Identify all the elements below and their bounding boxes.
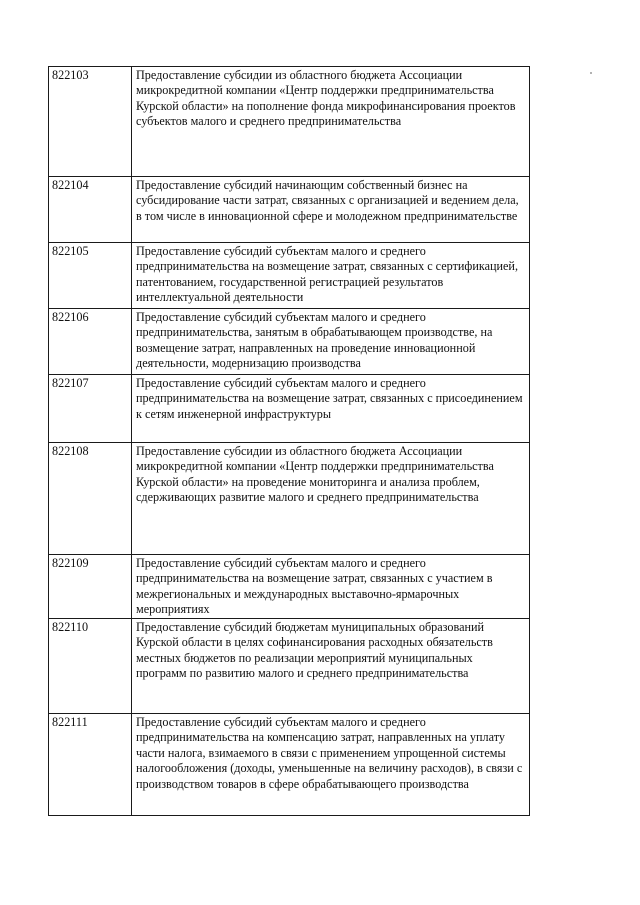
table-row — [49, 375, 530, 443]
table-row — [49, 443, 530, 555]
table-row — [49, 67, 530, 177]
row-code: 822109 — [49, 555, 132, 619]
row-description: Предоставление субсидии из областного бюджета Ассоциации микрокредитной компании «Центр поддержки предпринимательства Курской области» на пополнение фонда микрофинансирования проектов субъектов малого и среднего предпринимательства — [132, 67, 530, 177]
table-row — [49, 309, 530, 375]
budget-codes-table — [48, 66, 530, 816]
row-description: Предоставление субсидий начинающим собственный бизнес на субсидирование части затрат, связанных с организацией и ведением дела, в том числе в инновационной сфере и молодежном предпринимательстве — [132, 177, 530, 243]
row-description: Предоставление субсидий субъектам малого и среднего предпринимательства на возмещение затрат, связанных с участием в межрегиональных и международных выставочно-ярмарочных мероприятиях — [132, 555, 530, 619]
row-code: 822108 — [49, 443, 132, 555]
table-row — [49, 243, 530, 309]
row-description: Предоставление субсидии из областного бюджета Ассоциации микрокредитной компании «Центр поддержки предпринимательства Курской области» на проведение мониторинга и анализа проблем, сдерживающих развитие малого и среднего предпринимательства — [132, 443, 530, 555]
row-code: 822106 — [49, 309, 132, 375]
scan-speck — [590, 72, 592, 74]
table-row — [49, 555, 530, 619]
table-row — [49, 714, 530, 816]
row-description: Предоставление субсидий субъектам малого и среднего предпринимательства на возмещение затрат, связанных с сертификацией, патентованием, государственной регистрацией результатов интеллектуальной деятельности — [132, 243, 530, 309]
row-code: 822105 — [49, 243, 132, 309]
row-description: Предоставление субсидий бюджетам муниципальных образований Курской области в целях софинансирования расходных обязательств местных бюджетов по реализации мероприятий муниципальных программ по развитию малого и среднего предпринимательства — [132, 619, 530, 714]
row-description: Предоставление субсидий субъектам малого и среднего предпринимательства, занятым в обрабатывающем производстве, на возмещение затрат, направленных на проведение инновационной деятельности, модернизацию производства — [132, 309, 530, 375]
row-description: Предоставление субсидий субъектам малого и среднего предпринимательства на компенсацию затрат, направленных на уплату части налога, взимаемого в связи с применением упрощенной системы налогообложения (доходы, уменьшенные на величину расходов), в связи с производством товаров в сфере обрабатывающего производства — [132, 714, 530, 816]
row-code: 822103 — [49, 67, 132, 177]
row-code: 822104 — [49, 177, 132, 243]
row-code: 822111 — [49, 714, 132, 816]
row-code: 822107 — [49, 375, 132, 443]
row-code: 822110 — [49, 619, 132, 714]
table-row — [49, 177, 530, 243]
table-row — [49, 619, 530, 714]
row-description: Предоставление субсидий субъектам малого и среднего предпринимательства на возмещение затрат, связанных с присоединением к сетям инженерной инфраструктуры — [132, 375, 530, 443]
